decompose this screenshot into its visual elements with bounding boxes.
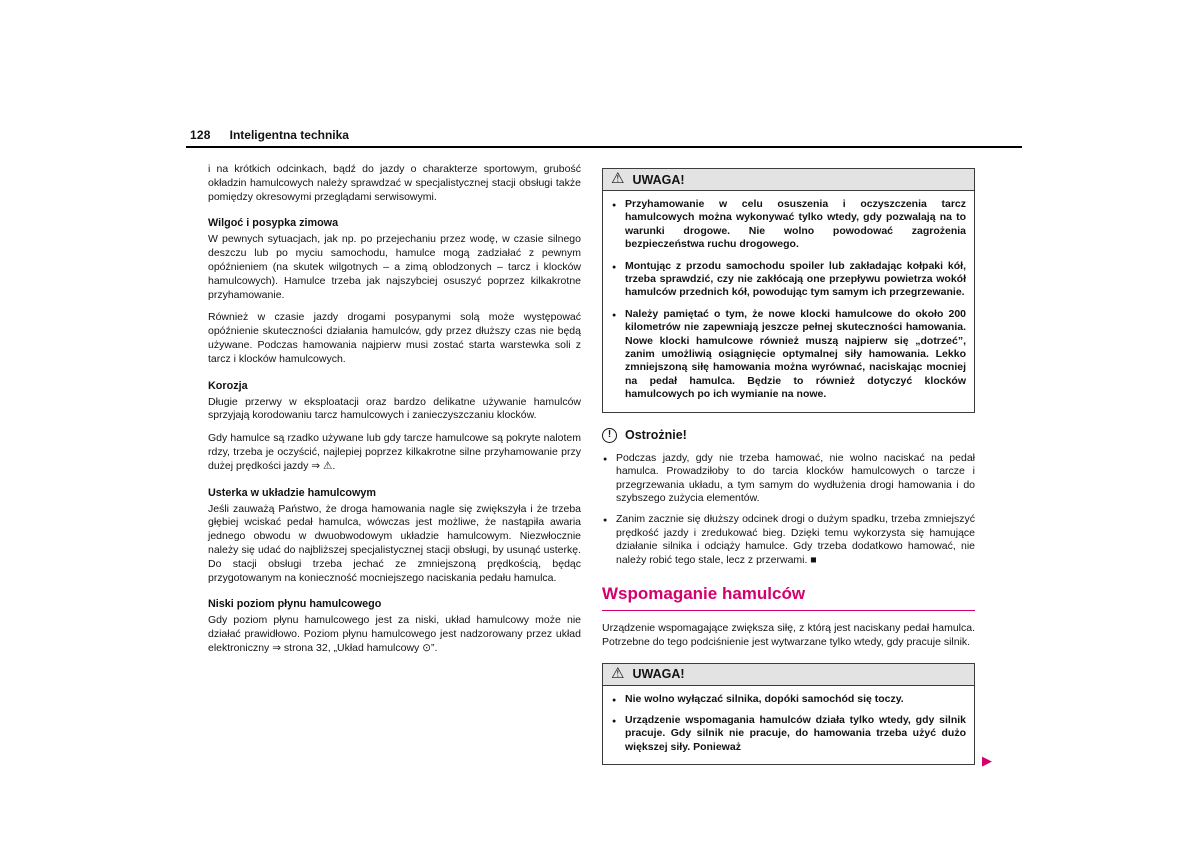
page-number: 128 — [190, 128, 211, 142]
section-heading-brake-assist: Wspomaganie hamulców — [602, 584, 975, 611]
warning-list — [611, 693, 966, 755]
warning-box-header — [603, 169, 974, 191]
paragraph: W pewnych sytuacjach, jak np. po przejechaniu przez wodę, w czasie silnego deszczu lub po myciu samochodu, hamulce mogą zadziałać z pewnym opóźnieniem (na skutek wilgotnych – a zimą oblodzonych – tarcz i klocków hamulcowych). Hamulce trzeba jak najszybciej osuszyć poprzez kilkakrotne przyhamowanie. — [208, 233, 581, 301]
warning-box-body — [603, 191, 974, 412]
warning-box-header — [603, 664, 974, 686]
paragraph: Jeśli zauważą Państwo, że droga hamowania nagle się zwiększyła i że trzeba głębiej wciskać pedał hamulca, wówczas jest możliwe, że nastąpiła awaria jednego obwodu w dwuobwodowym układzie hamulcowym. Niezwłocznie należy się udać do najbliższej specjalistycznej stacji obsługi, by usunąć usterkę. Do stacji obsługi trzeba jechać ze zmniejszoną prędkością, będąc przygotowanym na konieczność mocniejszego naciskania pedału hamulca. — [208, 502, 581, 584]
subheading-moisture-salt: Wilgoć i posypka zimowa — [208, 217, 339, 230]
subheading-corrosion: Korozja — [208, 379, 248, 392]
warning-title: UWAGA! — [632, 667, 685, 682]
paragraph-brake-assist-intro: Urządzenie wspomagające zwiększa siłę, z którą jest naciskany pedał hamulca. Potrzebne do tego podciśnienie jest wytwarzane tylko wtedy, gdy pracuje silnik. — [602, 621, 975, 648]
warning-item-text: Montując z przodu samochodu spoiler lub zakładając kołpaki kół, trzeba sprawdzić, czy nie zakłócają one przepływu powietrza wokół hamulców przednich kół, powodując tym samym ich przegrzewanie. — [625, 259, 966, 299]
paragraph: Również w czasie jazdy drogami posypanymi solą może występować opóźnienie skuteczności działania hamulców, gdy przez dłuższy czas nie będą używane. Podczas hamowania najpierw musi zostać starta warstewka soli z tarcz i klocków hamulcowych. — [208, 311, 581, 365]
caution-title: Ostrożnie! — [625, 428, 687, 443]
page-content — [208, 163, 992, 769]
paragraph: Gdy hamulce są rzadko używane lub gdy tarcze hamulcowe są pokryte nalotem rdzy, trzeba je oczyścić, najlepiej poprzez kilkakrotne silne przyhamowanie przy dużej prędkości jazdy ⇒ ⚠. — [208, 432, 581, 472]
right-column — [602, 163, 992, 769]
caution-section — [602, 428, 975, 567]
warning-list — [611, 198, 966, 402]
page-header — [190, 128, 349, 142]
warning-item-text: Przyhamowanie w celu osuszenia i oczyszczenia tarcz hamulcowych można wykonywać tylko wtedy, gdy pozwalają na to warunki drogowe. Nie wolno powodować zagrożenia bezpieczeństwa ruchu drogowego. — [625, 198, 966, 251]
warning-item — [611, 308, 966, 402]
warning-triangle-icon: ⚠ — [611, 170, 625, 187]
caution-exclamation-glyph: ! — [607, 429, 612, 441]
warning-item-text: Należy pamiętać o tym, że nowe klocki hamulcowe do około 200 kilometrów nie zapewniają jeszcze pełnej skuteczności hamowania. Nowe klocki hamulcowe również muszą najpierw się „dotrzeć”, zanim umożliwią osiągnięcie optymalnej siły hamowania. Lekko zmniejszoną siłę hamowania można wyrównać, naciskając mocniej na pedał hamulca. Będzie to również dotyczyć klocków hamulcowych po ich wymianie na nowe. — [625, 307, 966, 401]
warning-item-text: Urządzenie wspomagania hamulców działa tylko wtedy, gdy silnik pracuje. Gdy silnik nie pracuje, do hamowania trzeba użyć dużo większej siły. Ponieważ — [625, 713, 966, 753]
warning-item-text: Nie wolno wyłączać silnika, dopóki samochód się toczy. — [625, 692, 904, 705]
caution-list — [602, 452, 975, 567]
warning-box-brake-assist — [602, 663, 975, 766]
warning-item — [611, 260, 966, 300]
paragraph: Długie przerwy w eksploatacji oraz bardzo delikatne używanie hamulców sprzyjają korodowaniu tarcz hamulcowych i zanieczyszczaniu klocków. — [208, 395, 581, 422]
warning-box-braking — [602, 168, 975, 413]
caution-circle-icon — [602, 428, 617, 443]
caution-item-text: Podczas jazdy, gdy nie trzeba hamować, nie wolno naciskać na pedał hamulca. Prowadziłoby to do tarcia klocków hamulcowych o tarcze i przegrzewania układu, a tym samym do wydłużenia drogi hamowania i do szybszego zużycia elementów. — [616, 451, 975, 504]
caution-item — [602, 513, 975, 567]
warning-item — [611, 693, 966, 706]
warning-title: UWAGA! — [632, 172, 685, 187]
left-column — [208, 163, 581, 767]
caution-item-text: Zanim zacznie się dłuższy odcinek drogi o dużym spadku, trzeba zmniejszyć prędkość jazdy i zredukować bieg. Dzięki temu wykorzysta się hamujące działanie silnika i odciąży hamulce. Gdy trzeba dodatkowo hamować, nie należy robić tego stale, lecz z przerwami. ■ — [616, 513, 975, 566]
header-rule — [186, 146, 1022, 148]
paragraph: Gdy poziom płynu hamulcowego jest za niski, układ hamulcowy może nie działać prawidłowo. Poziom płynu hamulcowego jest nadzorowany przez układ elektroniczny ⇒ strona 32, „Układ hamulcowy ⊙”. — [208, 614, 581, 654]
paragraph-intro: i na krótkich odcinkach, bądź do jazdy o charakterze sportowym, grubość okładzin hamulcowych należy sprawdzać w specjalistycznej stacji obsługi także pomiędzy okresowymi przeglądami serwisowymi. — [208, 163, 581, 203]
warning-triangle-icon: ⚠ — [611, 664, 625, 682]
warning-box-body — [603, 686, 974, 765]
caution-item — [602, 452, 975, 506]
chapter-title: Inteligentna technika — [229, 128, 349, 142]
subheading-low-brake-fluid: Niski poziom płynu hamulcowego — [208, 598, 382, 611]
continued-next-page-arrow-icon: ▶ — [982, 753, 992, 769]
warning-item — [611, 198, 966, 252]
caution-header — [602, 428, 975, 443]
warning-item — [611, 714, 966, 754]
subheading-brake-fault: Usterka w układzie hamulcowym — [208, 486, 377, 499]
